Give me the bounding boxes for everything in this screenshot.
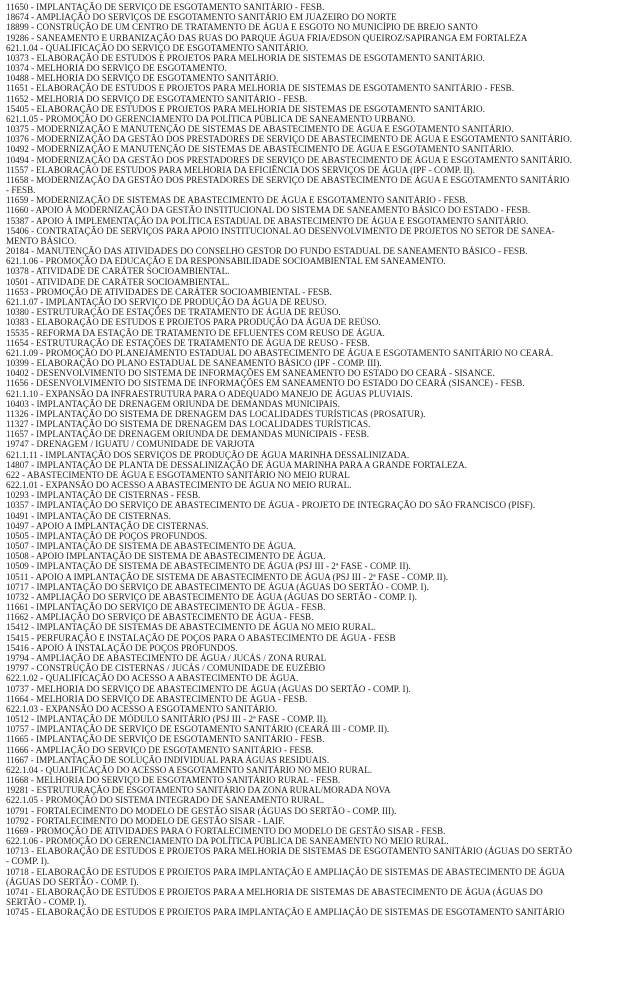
text-line: 622.1.05 - PROMOÇÃO DO SISTEMA INTEGRADO DE SANEAMENTO RURAL. xyxy=(6,795,325,806)
text-line: 11662 - AMPLIAÇÃO DO SERVIÇO DE ABASTECIMENTO DE ÁGUA - FESB. xyxy=(6,612,314,623)
text-line: 10378 - ATIVIDADE DE CARÁTER SOCIOAMBIENTAL. xyxy=(6,266,230,277)
text-line: 10293 - IMPLANTAÇÃO DE CISTERNAS - FESB. xyxy=(6,490,201,501)
text-line: 11327 - IMPLANTAÇÃO DO SISTEMA DE DRENAGEM DAS LOCALIDADES TURÍSTICAS. xyxy=(6,419,371,430)
text-line: 622 - ABASTECIMENTO DE ÁGUA E ESGOTAMENTO SANITÁRIO NO MEIO RURAL xyxy=(6,469,350,480)
text-line: 10737 - MELHORIA DO SERVIÇO DE ABASTECIMENTO DE ÁGUA (ÁGUAS DO SERTÃO - COMP. I). xyxy=(6,683,411,694)
text-line: 10507 - IMPLANTAÇÃO DE SISTEMA DE ABASTECIMENTO DE ÁGUA. xyxy=(6,541,296,552)
text-line: 621.1.10 - EXPANSÃO DA INFRAESTRUTURA PARA O ADEQUADO MANEJO DE ÁGUAS PLUVIAIS. xyxy=(6,388,413,399)
text-line: - FESB. xyxy=(6,185,36,196)
text-line: 10497 - APOIO A IMPLANTAÇÃO DE CISTERNAS. xyxy=(6,520,209,531)
text-line: 11656 - DESENVOLVIMENTO DO SISTEMA DE INFORMAÇÕES EM SANEAMENTO DO ESTADO DO CEARÁ (SISANCE) - FESB. xyxy=(6,378,525,389)
text-line: 15406 - CONTRATAÇÃO DE SERVIÇOS PARA APOIO INSTITUCIONAL AO DESENVOLVIMENTO DE PROJETOS NO SETOR DE SANEA- xyxy=(6,225,555,236)
text-line: 19797 - CONSTRUÇÃO DE CISTERNAS / JUCÁS / COMUNIDADE DE EUZÉBIO xyxy=(6,663,326,674)
text-line: 622.1.03 - EXPANSÃO DO ACESSO A ESGOTAMENTO SANITÁRIO. xyxy=(6,703,278,714)
text-line: 11652 - MELHORIA DO SERVIÇO DE ESGOTAMENTO SANITÁRIO - FESB. xyxy=(6,93,308,104)
text-line: MENTO BÁSICO. xyxy=(6,235,77,246)
text-line: 10717 - IMPLANTAÇÃO DO SERVIÇO DE ABASTECIMENTO DE ÁGUA (ÁGUAS DO SERTÃO - COMP. I). xyxy=(6,581,429,592)
text-line: 11668 - MELHORIA DO SERVIÇO DE ESGOTAMENTO SANITÁRIO RURAL - FESB. xyxy=(6,775,341,786)
text-line: 11653 - PROMOÇÃO DE ATIVIDADES DE CARÁTER SOCIOAMBIENTAL - FESB. xyxy=(6,286,332,297)
text-line: 10380 - ESTRUTURAÇÃO DE ESTAÇÕES DE TRATAMENTO DE ÁGUA DE REÚSO. xyxy=(6,307,341,318)
text-line: 10491 - IMPLANTAÇÃO DE CISTERNAS. xyxy=(6,510,171,521)
text-line: SERTÃO - COMP. I). xyxy=(6,897,87,908)
text-line: 622.1.02 - QUALIFICAÇÃO DO ACESSO A ABASTECIMENTO DE ÁGUA. xyxy=(6,673,299,684)
text-line: 15415 - PERFURAÇÃO E INSTALAÇÃO DE POÇOS PARA O ABASTECIMENTO DE ÁGUA - FESB xyxy=(6,632,396,643)
text-line: - COMP. I). xyxy=(6,856,50,867)
text-line: 11651 - ELABORAÇÃO DE ESTUDOS E PROJETOS PARA MELHORIA DE SISTEMAS DE ESGOTAMENTO SANITÁRIO - FESB. xyxy=(6,83,515,94)
text-line: 15535 - REFORMA DA ESTAÇÃO DE TRATAMENTO DE EFLUENTES COM REUSO DE ÁGUA. xyxy=(6,327,385,338)
budget-action-list xyxy=(6,2,639,917)
text-line: 18899 - CONSTRUÇÃO DE UM CENTRO DE TRATAMENTO DE ÁGUA E ESGOTO NO MUNICÍPIO DE BREJO SANTO xyxy=(6,22,478,33)
text-line: 11669 - PROMOÇÃO DE ATIVIDADES PARA O FORTALECIMENTO DO MODELO DE GESTÃO SISAR - FESB. xyxy=(6,825,446,836)
text-line: 14807 - IMPLANTAÇÃO DE PLANTA DE DESSALINIZAÇÃO DE ÁGUA MARINHA PARA A GRANDE FORTALEZA. xyxy=(6,459,467,470)
text-line: 10508 - APOIO IMPLANTAÇÃO DE SISTEMA DE ABASTECIMENTO DE ÁGUA. xyxy=(6,551,326,562)
text-line: 11660 - APOIO À MODERNIZAÇÃO DA GESTÃO INSTITUCIONAL DO SISTEMA DE SANEAMENTO BÁSICO DO ESTADO - FESB. xyxy=(6,205,531,216)
text-line: 10373 - ELABORAÇÃO DE ESTUDOS E PROJETOS PARA MELHORIA DE SISTEMAS DE ESGOTAMENTO SANITÁRIO. xyxy=(6,52,485,63)
text-line: 622.1.06 - PROMOÇÃO DO GERENCIAMENTO DA POLÍTICA PÚBLICA DE SANEAMENTO NO MEIO RURAL. xyxy=(6,836,449,847)
text-line: 10511 - APOIO A IMPLANTAÇÃO DE SISTEMA DE ABASTECIMENTO DE ÁGUA (PSJ III - 2ª FASE - COMP. II). xyxy=(6,571,449,582)
text-line: 10376 - MODERNIZAÇÃO DA GESTÃO DOS PRESTADORES DE SERVIÇO DE ABASTECIMENTO DE ÁGUA E ESGOTAMENTO SANITÁRIO. xyxy=(6,134,572,145)
text-line: 621.1.04 - QUALIFICAÇÃO DO SERVIÇO DE ESGOTAMENTO SANITÁRIO. xyxy=(6,42,309,53)
text-line: 622.1.04 - QUALIFICAÇÃO DO ACESSO A ESGOTAMENTO SANITÁRIO NO MEIO RURAL. xyxy=(6,764,373,775)
text-line: 10509 - IMPLANTAÇÃO DE SISTEMA DE ABASTECIMENTO DE ÁGUA (PSJ III - 2ª FASE - COMP. II). xyxy=(6,561,411,572)
text-line: 11658 - MODERNIZAÇÃO DA GESTÃO DOS PRESTADORES DE SERVIÇO DE ABASTECIMENTO DE ÁGUA E ESGOTAMENTO SANITÁRIO xyxy=(6,174,570,185)
text-line: 11664 - MELHORIA DO SERVIÇO DE ABASTECIMENTO DE ÁGUA - FESB. xyxy=(6,693,308,704)
text-line: 10383 - ELABORAÇÃO DE ESTUDOS E PROJETOS PARA PRODUÇÃO DA ÁGUA DE REÚSO. xyxy=(6,317,381,328)
text-line: 10732 - AMPLIAÇÃO DO SERVIÇO DE ABASTECIMENTO DE ÁGUA (ÁGUAS DO SERTÃO - COMP. I). xyxy=(6,591,417,602)
text-line: 19747 - DRENAGEM / IGUATU / COMUNIDADE DE VARJOTA xyxy=(6,439,255,450)
text-line: 10488 - MELHORIA DO SERVIÇO DE ESGOTAMENTO SANITÁRIO. xyxy=(6,73,279,84)
text-line: 10492 - MODERNIZAÇÃO E MANUTENÇÃO DE SISTEMAS DE ABASTECIMENTO DE ÁGUA E ESGOTAMENTO SANITÁRIO. xyxy=(6,144,514,155)
text-line: 621.1.11 - IMPLANTAÇÃO DOS SERVIÇOS DE PRODUÇÃO DE ÁGUA MARINHA DESSALINIZADA. xyxy=(6,449,410,460)
text-line: 15416 - APOIO À INSTALAÇÃO DE POÇOS PROFUNDOS. xyxy=(6,642,238,653)
text-line: 10512 - IMPLANTAÇÃO DE MÓDULO SANITÁRIO (PSJ III - 2ª FASE - COMP. II). xyxy=(6,714,329,725)
text-line: 10505 - IMPLANTAÇÃO DE POÇOS PROFUNDOS. xyxy=(6,530,208,541)
text-line: 11659 - MODERNIZAÇÃO DE SISTEMAS DE ABASTECIMENTO DE ÁGUA E ESGOTAMENTO SANITÁRIO - FESB. xyxy=(6,195,468,206)
text-line: 11654 - ESTRUTURAÇÃO DE ESTAÇÕES DE TRATAMENTO DE ÁGUA DE REUSO - FESB. xyxy=(6,337,370,348)
text-line: 10402 - DESENVOLVIMENTO DO SISTEMA DE INFORMAÇÕES EM SANEAMENTO DO ESTADO DO CEARÁ - SISANCE. xyxy=(6,368,495,379)
text-line: 19286 - SANEAMENTO E URBANIZAÇÃO DAS RUAS DO PARQUE ÁGUA FRIA/EDSON QUEIROZ/SAPIRANGA EM FORTALEZA xyxy=(6,32,528,43)
text-line: 10357 - IMPLANTAÇÃO DO SERVIÇO DE ABASTECIMENTO DE ÁGUA - PROJETO DE INTEGRAÇÃO DO SÃO FRANCISCO (PISF). xyxy=(6,500,536,511)
text-line: 621.1.06 - PROMOÇÃO DA EDUCAÇÃO E DA RESPONSABILIDADE SOCIOAMBIENTAL EM SANEAMENTO. xyxy=(6,256,446,267)
text-line: 10718 - ELABORAÇÃO DE ESTUDOS E PROJETOS PARA IMPLANTAÇÃO E AMPLIAÇÃO DE SISTEMAS DE ABASTECIMENTO DE ÁGUA xyxy=(6,866,566,877)
text-line: 10792 - FORTALECIMENTO DO MODELO DE GESTÃO SISAR - LAIF. xyxy=(6,815,285,826)
text-line: 11650 - IMPLANTAÇÃO DE SERVIÇO DE ESGOTAMENTO SANITÁRIO - FESB. xyxy=(6,2,325,12)
text-line: 10374 - MELHORIA DO SERVIÇO DE ESGOTAMENTO. xyxy=(6,63,227,74)
text-line: 11661 - IMPLANTAÇÃO DO SERVIÇO DE ABASTECIMENTO DE ÁGUA - FESB. xyxy=(6,602,326,613)
text-line: 10375 - MODERNIZAÇÃO E MANUTENÇÃO DE SISTEMAS DE ABASTECIMENTO DE ÁGUA E ESGOTAMENTO SANITÁRIO. xyxy=(6,124,514,135)
text-line: 621.1.09 - PROMOÇÃO DO PLANEJAMENTO ESTADUAL DO ABASTECIMENTO DE ÁGUA E ESGOTAMENTO SANITÁRIO NO CEARÁ. xyxy=(6,347,554,358)
text-line: 15412 - IMPLANTAÇÃO DE SISTEMAS DE ABASTECIMENTO DE ÁGUA NO MEIO RURAL. xyxy=(6,622,376,633)
text-line: 621.1.05 - PROMOÇÃO DO GERENCIAMENTO DA POLÍTICA PÚBLICA DE SANEAMENTO URBANO. xyxy=(6,113,416,124)
text-line: 15387 - APOIO À IMPLEMENTAÇÃO DA POLÍTICA ESTADUAL DE ABASTECIMENTO DE ÁGUA E ESGOTAMENTO SANITÁRIO. xyxy=(6,215,529,226)
text-line: 10494 - MODERNIZAÇÃO DA GESTÃO DOS PRESTADORES DE SERVIÇO DE ABASTECIMENTO DE ÁGUA E ESGOTAMENTO SANITÁRIO. xyxy=(6,154,572,165)
text-line: 622.1.01 - EXPANSÃO DO ACESSO A ABASTECIMENTO DE ÁGUA NO MEIO RURAL. xyxy=(6,480,352,491)
text-line: 11657 - IMPLANTAÇÃO DE DRENAGEM ORIUNDA DE DEMANDAS MUNICIPAIS - FESB. xyxy=(6,429,370,440)
text-line: 10403 - IMPLANTAÇÃO DE DRENAGEM ORIUNDA DE DEMANDAS MUNICIPAIS. xyxy=(6,398,340,409)
text-line: (ÁGUAS DO SERTÃO - COMP. I). xyxy=(6,876,139,887)
text-line: 10791 - FORTALECIMENTO DO MODELO DE GESTÃO SISAR (ÁGUAS DO SERTÃO - COMP. III). xyxy=(6,805,397,816)
text-line: 10713 - ELABORAÇÃO DE ESTUDOS E PROJETOS PARA MELHORIA DE SISTEMAS DE ESGOTAMENTO SANITÁRIO (ÁGUAS DO SERTÃO xyxy=(6,846,573,857)
text-line: 19281 - ESTRUTURAÇÃO DE ESGOTAMENTO SANITÁRIO DA ZONA RURAL/MORADA NOVA xyxy=(6,785,391,796)
text-line: 11557 - ELABORAÇÃO DE ESTUDOS PARA MELHORIA DA EFICIÊNCIA DOS SERVIÇOS DE ÁGUA (IPF - COMP. II). xyxy=(6,164,475,175)
text-line: 18674 - AMPLIAÇÃO DO SERVIÇOS DE ESGOTAMENTO SANITÁRIO EM JUAZEIRO DO NORTE xyxy=(6,12,397,23)
text-line: 10501 - ATIVIDADE DE CARÁTER SOCIOAMBIENTAL. xyxy=(6,276,230,287)
text-line: 621.1.07 - IMPLANTAÇÃO DO SERVIÇO DE PRODUÇÃO DA ÁGUA DE REUSO. xyxy=(6,296,327,307)
text-line: 10399 - ELABORAÇÃO DO PLANO ESTADUAL DE SANEAMENTO BÁSICO (IPF - COMP. III). xyxy=(6,358,382,369)
text-line: 10741 - ELABORAÇÃO DE ESTUDOS E PROJETOS PARA A MELHORIA DE SISTEMAS DE ABASTECIMENTO DE ÁGUA (ÁGUAS DO xyxy=(6,886,543,897)
text-line: 19794 - AMPLIAÇÃO DE ABASTECIMENTO DE ÁGUA / JUCÁS / ZONA RURAL xyxy=(6,653,327,663)
text-line: 15405 - ELABORAÇÃO DE ESTUDOS E PROJETOS PARA MELHORIA DE SISTEMAS DE ESGOTAMENTO SANITÁRIO. xyxy=(6,103,485,114)
text-line: 11326 - IMPLANTAÇÃO DO SISTEMA DE DRENAGEM DAS LOCALIDADES TURÍSTICAS (PROSATUR). xyxy=(6,408,426,419)
text-line: 11665 - IMPLANTAÇÃO DE SERVIÇO DE ESGOTAMENTO SANITÁRIO - FESB. xyxy=(6,734,325,745)
text-line: 11667 - IMPLANTAÇÃO DE SOLUÇÃO INDIVIDUAL PARA ÁGUAS RESIDUAIS. xyxy=(6,754,330,765)
text-line: 10745 - ELABORAÇÃO DE ESTUDOS E PROJETOS PARA IMPLANTAÇÃO E AMPLIAÇÃO DE SISTEMAS DE ESGOTAMENTO SANITÁRIO xyxy=(6,907,565,918)
text-line: 10757 - IMPLANTAÇÃO DE SERVIÇO DE ESGOTAMENTO SANITÁRIO (CEARÁ III - COMP. II). xyxy=(6,724,390,735)
text-line: 20184 - MANUTENÇÃO DAS ATIVIDADES DO CONSELHO GESTOR DO FUNDO ESTADUAL DE SANEAMENTO BÁSICO - FESB. xyxy=(6,246,528,257)
text-line: 11666 - AMPLIAÇÃO DO SERVIÇO DE ESGOTAMENTO SANITÁRIO - FESB. xyxy=(6,744,314,755)
